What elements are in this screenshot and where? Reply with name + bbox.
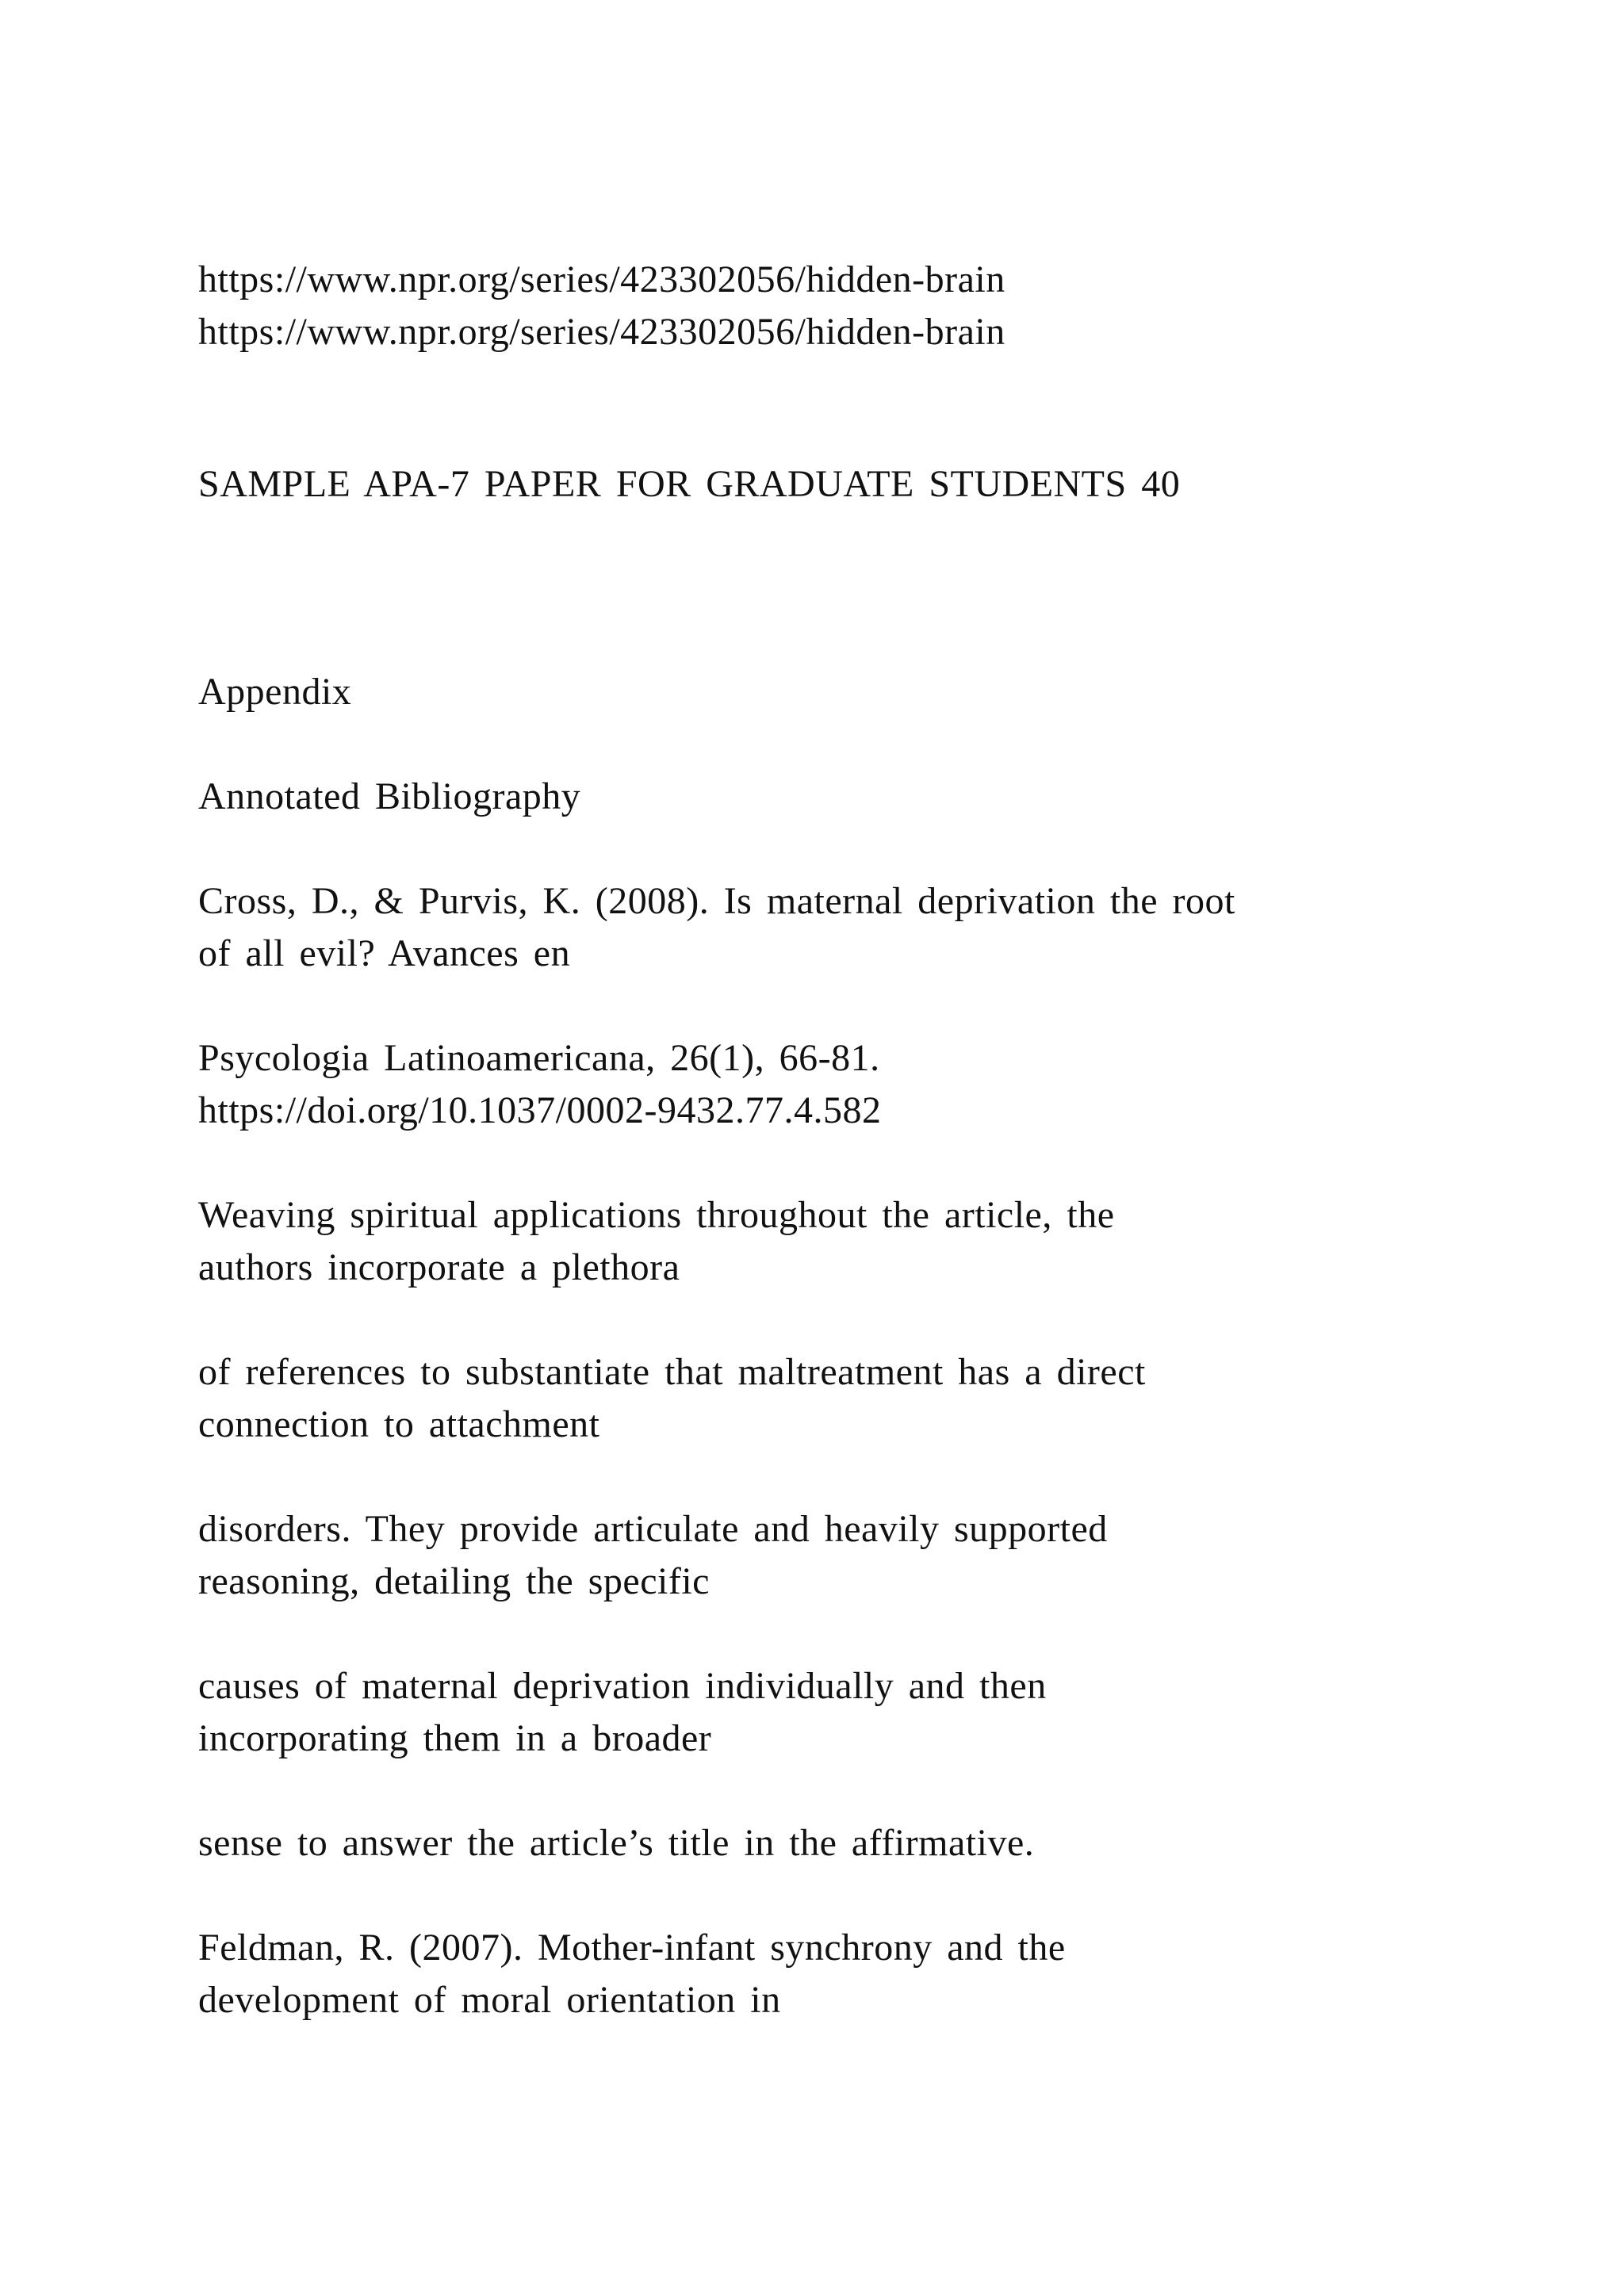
citation-line: Feldman, R. (2007). Mother-infant synchrony and the: [198, 1927, 1066, 1969]
doi-line: https://doi.org/10.1037/0002-9432.77.4.582: [198, 1089, 882, 1131]
citation-line: Cross, D., & Purvis, K. (2008). Is maternal deprivation the root: [198, 880, 1235, 922]
annotation-line: reasoning, detailing the specific: [198, 1560, 710, 1602]
annotation-line: sense to answer the article’s title in the affirmative.: [198, 1822, 1035, 1864]
annotation-line: causes of maternal deprivation individually and then: [198, 1665, 1047, 1707]
running-head: SAMPLE APA-7 PAPER FOR GRADUATE STUDENTS 40: [198, 463, 1181, 505]
citation-line: Psycologia Latinoamericana, 26(1), 66-81.: [198, 1037, 880, 1079]
section-heading: Annotated Bibliography: [198, 775, 581, 817]
annotation-line: authors incorporate a plethora: [198, 1246, 680, 1288]
citation-line: of all evil? Avances en: [198, 932, 571, 974]
url-line: https://www.npr.org/series/423302056/hidden-brain: [198, 258, 1005, 300]
annotation-line: connection to attachment: [198, 1403, 600, 1445]
url-line: https://www.npr.org/series/423302056/hidden-brain: [198, 311, 1005, 353]
annotation-line: disorders. They provide articulate and heavily supported: [198, 1508, 1108, 1550]
annotation-line: of references to substantiate that maltreatment has a direct: [198, 1351, 1146, 1393]
appendix-heading: Appendix: [198, 671, 352, 713]
citation-line: development of moral orientation in: [198, 1979, 781, 2021]
annotation-line: Weaving spiritual applications throughout the article, the: [198, 1194, 1115, 1236]
annotation-line: incorporating them in a broader: [198, 1717, 712, 1759]
